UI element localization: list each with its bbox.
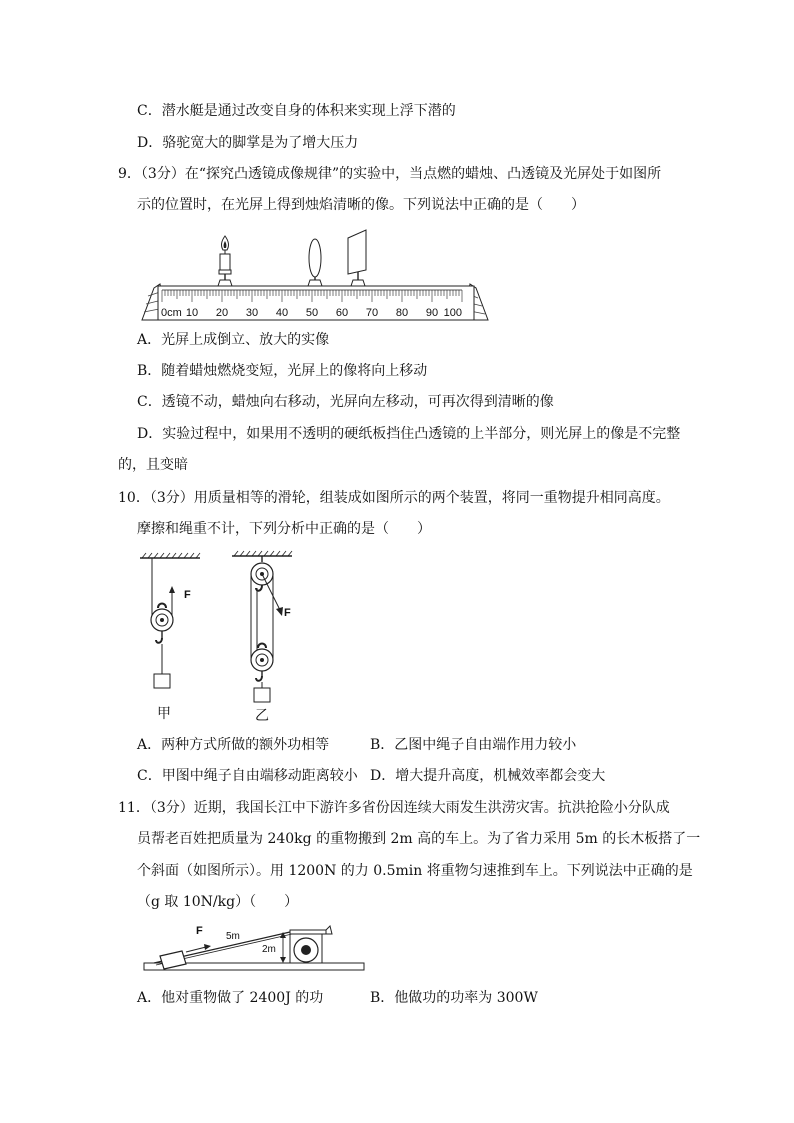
q11-stem-line3: 个斜面（如图所示）。用 1200N 的力 0.5min 将重物匀速推到车上。下列说法中正确的是 — [137, 863, 693, 879]
q10-pulley-figure — [130, 548, 310, 728]
q11-stem-line2: 员帮老百姓把质量为 240kg 的重物搬到 2m 高的车上。为了省力采用 5m 的长木板搭了一 — [137, 831, 701, 847]
q10-stem-line2: 摩擦和绳重不计，下列分析中正确的是（ ） — [137, 521, 431, 537]
force-label-yi: F — [284, 607, 291, 619]
scale-tick-label: 40 — [275, 307, 289, 319]
pulley-setup-jia — [140, 553, 200, 688]
q10-option-d: D．增大提升高度，机械效率都会变大 — [370, 768, 606, 784]
q9-option-d-line1: D．实验过程中，如果用不透明的硬纸板挡住凸透镜的上半部分，则光屏上的像是不完整 — [137, 426, 681, 442]
scale-unit-label: 0cm — [161, 307, 182, 319]
q10-option-a: A．两种方式所做的额外功相等 — [137, 737, 330, 753]
q10-stem-line1: 10．（3分）用质量相等的滑轮，组装成如图所示的两个装置，将同一重物提升相同高度。 — [118, 490, 670, 506]
scale-tick-label: 60 — [335, 307, 349, 319]
q8-option-c: C．潜水艇是通过改变自身的体积来实现上浮下潜的 — [137, 103, 456, 119]
q11-incline-figure — [140, 920, 370, 976]
q11-option-b: B．他做功的功率为 300W — [370, 990, 538, 1006]
board-length-label: 5m — [226, 931, 240, 942]
q9-option-a: A．光屏上成倒立、放大的实像 — [137, 332, 330, 348]
scale-tick-label: 80 — [395, 307, 409, 319]
height-dimension — [280, 932, 286, 963]
scale-tick-label: 20 — [215, 307, 229, 319]
scale-tick-label: 30 — [245, 307, 259, 319]
light-screen — [348, 230, 366, 286]
q9-option-d-line2: 的，且变暗 — [118, 457, 188, 473]
push-force-label: F — [196, 925, 203, 937]
force-arrow-jia — [169, 586, 175, 593]
q11-option-a: A．他对重物做了 2400J 的功 — [137, 990, 324, 1006]
candle — [218, 236, 232, 286]
caption-jia: 甲 — [157, 705, 171, 721]
convex-lens — [308, 239, 322, 286]
scale-tick-label: 50 — [305, 307, 319, 319]
q10-option-b: B．乙图中绳子自由端作用力较小 — [370, 737, 577, 753]
q11-stem-line1: 11．（3分）近期，我国长江中下游许多省份因连续大雨发生洪涝灾害。抗洪抢险小分队成 — [118, 800, 670, 816]
scale-tick-label: 70 — [365, 307, 379, 319]
q8-option-d: D．骆驼宽大的脚掌是为了增大压力 — [137, 135, 359, 151]
force-label-jia: F — [184, 589, 191, 601]
pulley-setup-yi — [232, 551, 292, 702]
height-label: 2m — [262, 944, 276, 955]
truck — [290, 926, 332, 963]
q9-optical-bench-figure — [140, 228, 500, 324]
scale-tick-label: 90 — [425, 307, 439, 319]
q9-option-c: C．透镜不动，蜡烛向右移动，光屏向左移动，可再次得到清晰的像 — [137, 394, 554, 410]
q9-stem-line2: 示的位置时，在光屏上得到烛焰清晰的像。下列说法中正确的是（ ） — [137, 197, 585, 213]
scale-tick-label: 100 — [443, 307, 462, 319]
q9-stem-line1: 9．（3分）在“探究凸透镜成像规律”的实验中，当点燃的蜡烛、凸透镜及光屏处于如图所 — [118, 166, 662, 182]
q9-option-b: B．随着蜡烛燃烧变短，光屏上的像将向上移动 — [137, 363, 428, 379]
caption-yi: 乙 — [255, 707, 269, 723]
scale-tick-label: 10 — [185, 307, 199, 319]
q11-stem-line4: （g 取 10N/kg）（ ） — [137, 894, 299, 910]
q10-option-c: C．甲图中绳子自由端移动距离较小 — [137, 768, 358, 784]
